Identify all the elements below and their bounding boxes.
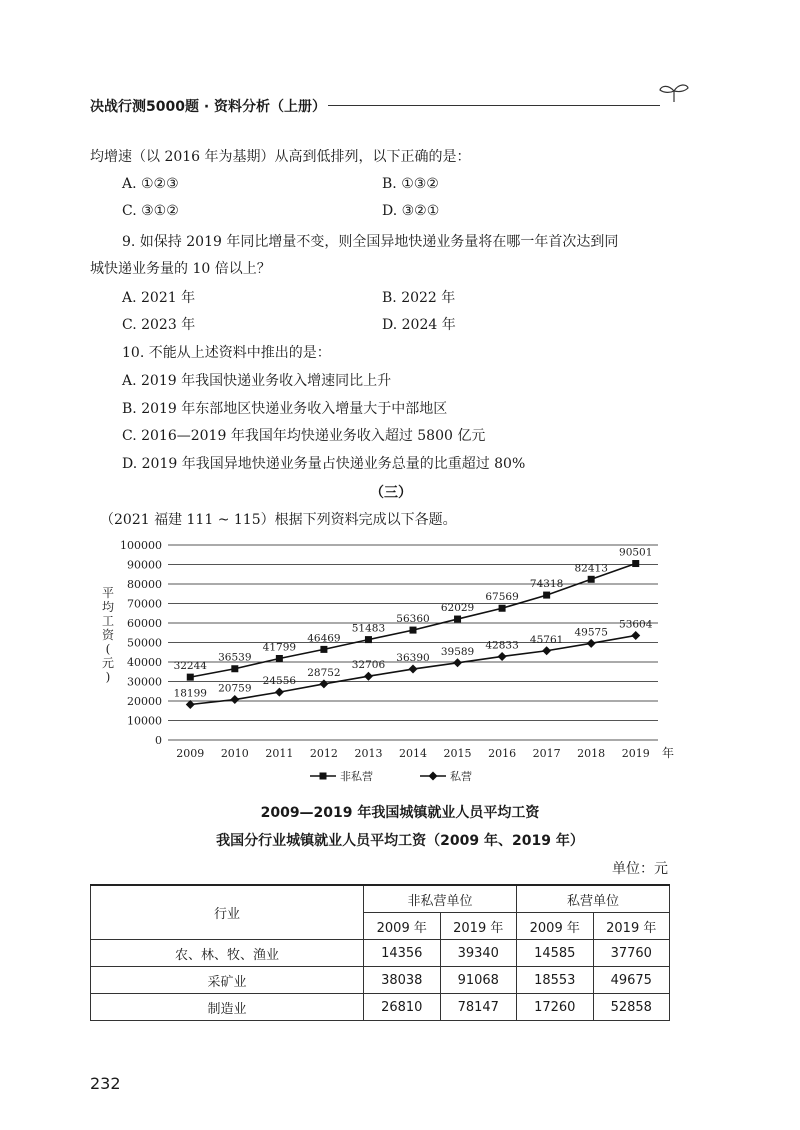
- data-label: 20759: [218, 682, 252, 695]
- y-tick-label: 60000: [127, 617, 162, 630]
- data-point: [365, 636, 372, 643]
- data-point: [588, 576, 595, 583]
- year-cell: 2009 年: [364, 913, 441, 940]
- y-tick-label: 0: [155, 734, 162, 747]
- x-tick-label: 2009: [176, 747, 205, 760]
- x-tick-label: 2015: [443, 747, 472, 760]
- question-8-stem-end: 均增速（以 2016 年为基期）从高到低排列，以下正确的是：: [90, 149, 471, 165]
- industry-cell: 采矿业: [91, 967, 364, 994]
- x-tick-label: 2010: [220, 747, 249, 760]
- q8-option-d: D. ③②①: [382, 203, 440, 219]
- data-label: 36539: [218, 651, 252, 664]
- value-cell: 37760: [593, 940, 670, 967]
- data-point: [410, 627, 417, 634]
- value-cell: 49675: [593, 967, 670, 994]
- data-point: [319, 679, 328, 688]
- data-label: 46469: [307, 632, 341, 645]
- header-private: 私营单位: [517, 885, 670, 913]
- data-label: 49575: [574, 626, 608, 639]
- y-axis-label-char: 资: [101, 628, 115, 642]
- value-cell: 17260: [517, 994, 594, 1021]
- data-label: 32244: [173, 660, 207, 673]
- year-cell: 2019 年: [440, 913, 517, 940]
- q8-option-c: C. ③①②: [122, 203, 179, 219]
- question-10-stem: 10. 不能从上述资料中推出的是：: [122, 345, 331, 361]
- table-caption: 我国分行业城镇就业人员平均工资（2009 年、2019 年）: [216, 833, 584, 849]
- q9-option-b: B. 2022 年: [382, 290, 456, 306]
- data-point: [275, 688, 284, 697]
- y-tick-label: 100000: [120, 539, 162, 552]
- y-tick-label: 40000: [127, 656, 162, 669]
- y-tick-label: 10000: [127, 714, 162, 728]
- q9-option-d: D. 2024 年: [382, 317, 456, 333]
- x-tick-label: 2013: [354, 747, 383, 760]
- value-cell: 18553: [517, 967, 594, 994]
- x-tick-label: 2019: [621, 747, 650, 760]
- y-tick-label: 20000: [127, 695, 162, 708]
- value-cell: 38038: [364, 967, 441, 994]
- data-label: 32706: [351, 659, 386, 672]
- data-label: 90501: [619, 546, 653, 559]
- data-point: [631, 631, 640, 640]
- table-row: [91, 967, 670, 994]
- data-label: 51483: [351, 622, 386, 635]
- y-axis-label-char: 平: [101, 586, 115, 600]
- value-cell: 39340: [440, 940, 517, 967]
- header-rule: [328, 105, 660, 106]
- industry-wage-table: [90, 884, 670, 1021]
- value-cell: 26810: [364, 994, 441, 1021]
- x-tick-label: 2018: [577, 747, 606, 760]
- year-cell: 2009 年: [517, 913, 594, 940]
- chart-legend: [310, 769, 472, 783]
- table-row: [91, 940, 670, 967]
- header-industry: 行业: [91, 885, 364, 940]
- table-header-row: [91, 885, 670, 913]
- chart-y-ticks: [120, 539, 162, 747]
- data-point: [632, 560, 639, 567]
- data-label: 28752: [307, 666, 341, 679]
- data-point: [499, 605, 506, 612]
- data-label: 82413: [574, 562, 608, 575]
- chart-caption: 2009—2019 年我国城镇就业人员平均工资: [260, 805, 540, 821]
- header-non-private: 非私营单位: [364, 885, 517, 913]
- data-label: 42833: [485, 639, 519, 652]
- y-tick-label: 90000: [127, 558, 162, 572]
- q10-option-a: A. 2019 年我国快递业务收入增速同比上升: [122, 373, 392, 389]
- q10-option-b: B. 2019 年东部地区快递业务收入增量大于中部地区: [122, 401, 448, 417]
- value-cell: 91068: [440, 967, 517, 994]
- x-unit-label: 年: [662, 746, 675, 760]
- chart-series: [186, 560, 640, 709]
- data-point: [587, 639, 596, 648]
- value-cell: 78147: [440, 994, 517, 1021]
- sprout-icon: [658, 80, 690, 104]
- data-point: [231, 665, 238, 672]
- data-label: 36390: [396, 652, 430, 665]
- x-tick-label: 2014: [399, 747, 427, 760]
- data-point: [542, 646, 551, 655]
- data-label: 67569: [485, 591, 519, 604]
- data-point: [276, 655, 283, 662]
- data-point: [230, 695, 239, 704]
- y-tick-label: 50000: [127, 636, 162, 650]
- data-point: [187, 674, 194, 681]
- y-tick-label: 70000: [127, 597, 162, 611]
- y-axis-label-char: 工: [101, 614, 115, 628]
- chart-y-axis-label: [102, 586, 115, 684]
- y-axis-label-char: 元: [101, 656, 115, 670]
- question-9-stem: 9. 如保持 2019 年同比增量不变，则全国异地快递业务量将在哪一年首次达到同: [122, 234, 619, 250]
- x-tick-label: 2016: [488, 747, 517, 760]
- x-tick-label: 2012: [309, 747, 338, 760]
- data-point: [498, 652, 507, 661]
- q10-option-d: D. 2019 年我国异地快递业务量占快递业务总量的比重超过 80%: [122, 456, 526, 472]
- data-point: [364, 672, 373, 681]
- data-point: [453, 658, 462, 667]
- data-point: [320, 646, 327, 653]
- data-label: 41799: [262, 641, 297, 654]
- y-axis-label-char: ): [105, 670, 111, 684]
- value-cell: 52858: [593, 994, 670, 1021]
- data-label: 45761: [529, 633, 564, 646]
- data-point: [320, 773, 327, 780]
- y-tick-label: 30000: [127, 675, 162, 689]
- table-row: [91, 994, 670, 1021]
- page-number: 232: [90, 1074, 121, 1093]
- q9-option-a: A. 2021 年: [122, 290, 196, 306]
- section-title: （三）: [370, 485, 412, 501]
- data-label: 39589: [440, 645, 475, 658]
- q8-option-b: B. ①③②: [382, 176, 439, 192]
- data-label: 62029: [440, 602, 475, 615]
- wage-line-chart: [88, 530, 678, 792]
- table-unit: 单位：元: [612, 861, 668, 877]
- y-axis-label-char: (: [105, 642, 111, 656]
- q10-option-c: C. 2016—2019 年我国年均快递业务收入超过 5800 亿元: [122, 428, 486, 444]
- section-intro: （2021 福建 111 ~ 115）根据下列资料完成以下各题。: [100, 512, 457, 528]
- data-label: 24556: [262, 675, 297, 688]
- legend-label: 私营: [450, 770, 472, 783]
- industry-cell: 农、林、牧、渔业: [91, 940, 364, 967]
- data-point: [409, 665, 418, 674]
- data-point: [429, 772, 438, 781]
- industry-cell: 制造业: [91, 994, 364, 1021]
- x-tick-label: 2017: [532, 747, 561, 760]
- q8-option-a: A. ①②③: [122, 176, 179, 192]
- x-tick-label: 2011: [265, 747, 294, 760]
- value-cell: 14356: [364, 940, 441, 967]
- data-label: 74318: [529, 578, 564, 591]
- data-label: 56360: [396, 613, 430, 626]
- data-point: [543, 592, 550, 599]
- running-header-title: 决战行测5000题 · 资料分析（上册）: [90, 99, 327, 115]
- year-cell: 2019 年: [593, 913, 670, 940]
- y-tick-label: 80000: [127, 578, 162, 591]
- chart-x-ticks: [176, 745, 674, 760]
- data-label: 18199: [173, 687, 207, 700]
- data-point: [454, 616, 461, 623]
- y-axis-label-char: 均: [101, 600, 115, 614]
- legend-label: 非私营: [340, 770, 373, 783]
- q9-option-c: C. 2023 年: [122, 317, 196, 333]
- question-9-stem-cont: 城快递业务量的 10 倍以上？: [90, 261, 271, 277]
- value-cell: 14585: [517, 940, 594, 967]
- data-label: 53604: [619, 618, 653, 631]
